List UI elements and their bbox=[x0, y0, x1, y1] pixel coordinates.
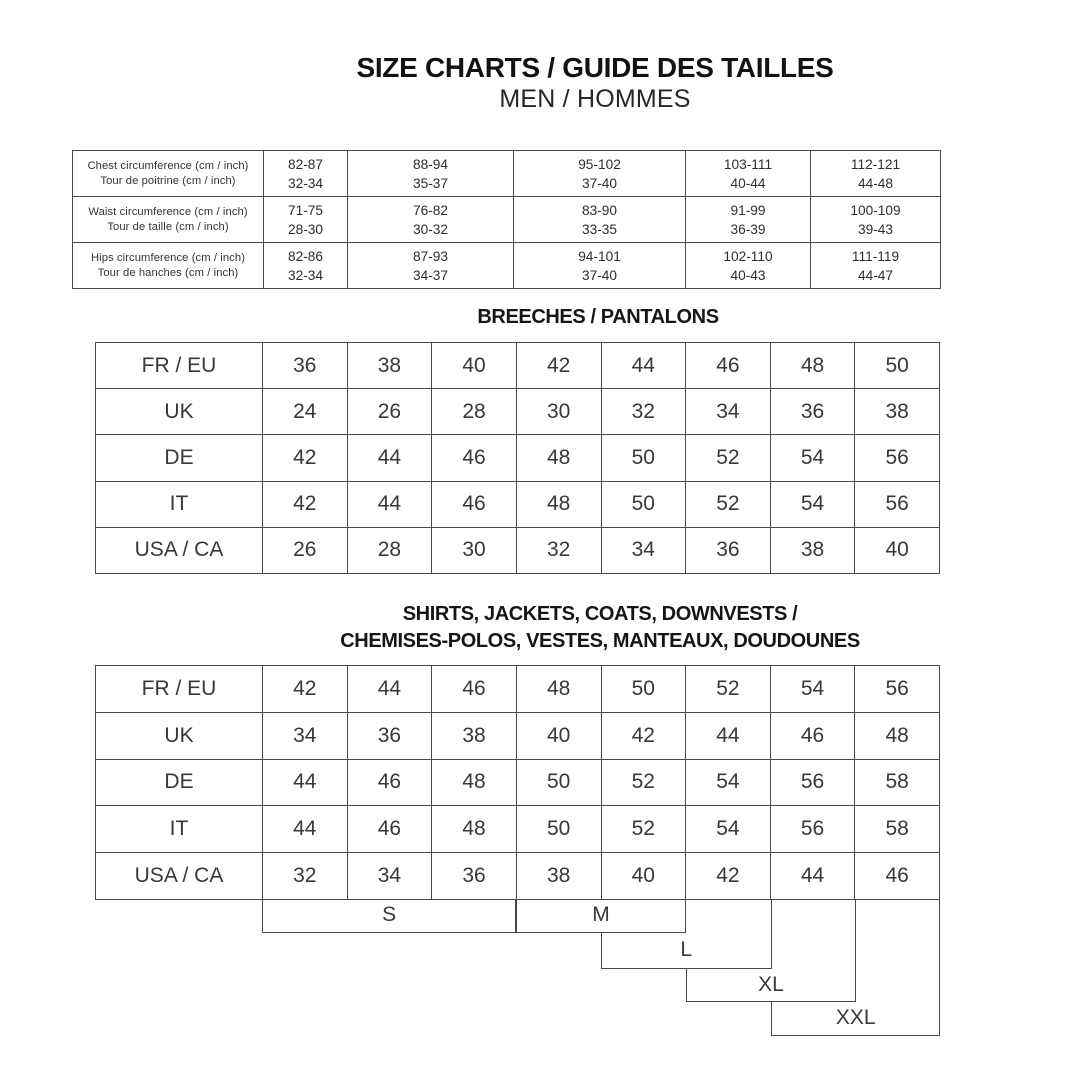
size-value-cell: 32 bbox=[263, 853, 348, 900]
value-cm: 71-75 bbox=[287, 202, 323, 218]
size-value-cell: 48 bbox=[432, 759, 517, 806]
size-group-label: L bbox=[680, 938, 693, 961]
size-value-cell: 46 bbox=[347, 759, 432, 806]
size-value-cell: 52 bbox=[601, 806, 686, 853]
value-inch: 28-30 bbox=[287, 221, 323, 237]
size-group-box-xxl bbox=[771, 1002, 941, 1036]
size-value-cell: 52 bbox=[686, 481, 771, 527]
size-value-cell: 56 bbox=[855, 435, 940, 481]
size-value-cell: 54 bbox=[770, 666, 855, 713]
measurement-value-cell bbox=[348, 197, 514, 243]
size-value-cell: 30 bbox=[432, 527, 517, 573]
size-value-cell: 42 bbox=[686, 853, 771, 900]
measurement-label-en: Waist circumference (cm / inch) bbox=[88, 205, 248, 218]
size-value-cell: 54 bbox=[686, 806, 771, 853]
measurement-value-cell bbox=[811, 151, 941, 197]
value-inch: 44-48 bbox=[857, 175, 893, 191]
measurement-value-cell bbox=[686, 151, 811, 197]
measurement-value-cell bbox=[264, 197, 348, 243]
measurement-value-cell bbox=[264, 243, 348, 289]
size-value-cell: 48 bbox=[516, 481, 601, 527]
value-cm: 100-109 bbox=[850, 202, 901, 218]
size-value-cell: 52 bbox=[601, 759, 686, 806]
value-cm: 111-119 bbox=[851, 248, 900, 264]
size-row bbox=[96, 481, 940, 527]
region-label-cell: IT bbox=[96, 481, 263, 527]
region-label-cell: UK bbox=[96, 712, 263, 759]
size-value-cell: 40 bbox=[432, 343, 517, 389]
region-label-cell: USA / CA bbox=[96, 853, 263, 900]
size-value-cell: 42 bbox=[516, 343, 601, 389]
measurement-value-cell bbox=[348, 151, 514, 197]
size-value-cell: 50 bbox=[516, 759, 601, 806]
value-cm: 102-110 bbox=[723, 248, 773, 264]
size-value-cell: 42 bbox=[601, 712, 686, 759]
breeches-section-title: BREECHES / PANTALONS bbox=[477, 306, 719, 328]
size-value-cell: 44 bbox=[686, 712, 771, 759]
value-inch: 34-37 bbox=[412, 267, 448, 283]
size-group-right-edge bbox=[939, 899, 940, 1036]
size-value-cell: 54 bbox=[686, 759, 771, 806]
size-value-cell: 50 bbox=[516, 806, 601, 853]
shirts-size-table bbox=[95, 665, 940, 900]
size-value-cell: 46 bbox=[855, 853, 940, 900]
size-value-cell: 38 bbox=[347, 343, 432, 389]
size-group-label: S bbox=[382, 903, 397, 926]
size-value-cell: 44 bbox=[601, 343, 686, 389]
size-value-cell: 42 bbox=[263, 666, 348, 713]
breeches-size-table bbox=[95, 342, 940, 574]
value-cm: 94-101 bbox=[578, 248, 621, 264]
size-row bbox=[96, 666, 940, 713]
size-group-right-edge bbox=[855, 899, 856, 1002]
size-value-cell: 32 bbox=[601, 389, 686, 435]
value-inch: 32-34 bbox=[287, 267, 323, 283]
size-value-cell: 36 bbox=[347, 712, 432, 759]
measurement-value-cell bbox=[348, 243, 514, 289]
measurement-value-cell bbox=[264, 151, 348, 197]
value-cm: 112-121 bbox=[850, 156, 901, 172]
size-value-cell: 36 bbox=[263, 343, 348, 389]
measurement-value-cell bbox=[811, 197, 941, 243]
size-value-cell: 48 bbox=[432, 806, 517, 853]
shirts-title-line1: SHIRTS, JACKETS, COATS, DOWNVESTS / bbox=[402, 603, 798, 625]
value-inch: 40-43 bbox=[730, 267, 766, 283]
value-cm: 103-111 bbox=[723, 156, 773, 172]
size-value-cell: 40 bbox=[601, 853, 686, 900]
region-label-cell: USA / CA bbox=[96, 527, 263, 573]
region-label-cell: DE bbox=[96, 435, 263, 481]
size-value-cell: 38 bbox=[770, 527, 855, 573]
page-title: SIZE CHARTS / GUIDE DES TAILLES bbox=[356, 52, 834, 83]
measurement-label-cell bbox=[73, 151, 264, 197]
value-inch: 40-44 bbox=[730, 175, 766, 191]
size-value-cell: 58 bbox=[855, 759, 940, 806]
size-group-label: M bbox=[592, 903, 610, 926]
size-value-cell: 54 bbox=[770, 481, 855, 527]
region-label-cell: UK bbox=[96, 389, 263, 435]
measurements-table bbox=[72, 150, 941, 289]
size-value-cell: 38 bbox=[432, 712, 517, 759]
measurement-label-fr: Tour de poitrine (cm / inch) bbox=[100, 174, 236, 187]
value-cm: 76-82 bbox=[412, 202, 448, 218]
measurement-label-cell bbox=[73, 243, 264, 289]
page-subtitle: MEN / HOMMES bbox=[499, 85, 691, 113]
size-row bbox=[96, 343, 940, 389]
size-value-cell: 44 bbox=[263, 759, 348, 806]
size-value-cell: 48 bbox=[516, 435, 601, 481]
size-value-cell: 38 bbox=[516, 853, 601, 900]
measurement-label-fr: Tour de hanches (cm / inch) bbox=[97, 266, 239, 279]
value-cm: 95-102 bbox=[578, 156, 621, 172]
size-value-cell: 30 bbox=[516, 389, 601, 435]
measurement-value-cell bbox=[514, 151, 686, 197]
size-group-label: XL bbox=[758, 973, 784, 996]
value-cm: 82-87 bbox=[287, 156, 323, 172]
size-row bbox=[96, 389, 940, 435]
value-inch: 33-35 bbox=[581, 221, 617, 237]
size-value-cell: 48 bbox=[770, 343, 855, 389]
value-inch: 39-43 bbox=[857, 221, 893, 237]
size-value-cell: 48 bbox=[516, 666, 601, 713]
value-inch: 37-40 bbox=[581, 267, 617, 283]
region-label-cell: FR / EU bbox=[96, 666, 263, 713]
size-row bbox=[96, 806, 940, 853]
measurement-value-cell bbox=[514, 197, 686, 243]
size-value-cell: 44 bbox=[263, 806, 348, 853]
size-value-cell: 54 bbox=[770, 435, 855, 481]
size-value-cell: 40 bbox=[516, 712, 601, 759]
size-row bbox=[96, 435, 940, 481]
value-inch: 36-39 bbox=[730, 221, 766, 237]
size-value-cell: 50 bbox=[601, 435, 686, 481]
size-value-cell: 34 bbox=[347, 853, 432, 900]
size-group-label: XXL bbox=[835, 1006, 876, 1029]
size-group-box-m bbox=[516, 899, 686, 933]
size-value-cell: 46 bbox=[432, 481, 517, 527]
region-label-cell: DE bbox=[96, 759, 263, 806]
measurement-label-en: Hips circumference (cm / inch) bbox=[90, 251, 246, 264]
value-inch: 35-37 bbox=[412, 175, 448, 191]
size-value-cell: 36 bbox=[432, 853, 517, 900]
measurement-label-fr: Tour de taille (cm / inch) bbox=[107, 220, 229, 233]
size-value-cell: 38 bbox=[855, 389, 940, 435]
measurement-row bbox=[73, 243, 941, 289]
measurement-label-cell bbox=[73, 197, 264, 243]
size-value-cell: 56 bbox=[770, 806, 855, 853]
size-value-cell: 50 bbox=[855, 343, 940, 389]
measurement-label-en: Chest circumference (cm / inch) bbox=[87, 159, 249, 172]
size-group-diagram bbox=[95, 899, 940, 1044]
measurement-row bbox=[73, 151, 941, 197]
size-value-cell: 52 bbox=[686, 666, 771, 713]
size-value-cell: 44 bbox=[347, 435, 432, 481]
size-value-cell: 44 bbox=[347, 481, 432, 527]
size-value-cell: 46 bbox=[686, 343, 771, 389]
size-value-cell: 42 bbox=[263, 481, 348, 527]
size-row bbox=[96, 853, 940, 900]
size-value-cell: 32 bbox=[516, 527, 601, 573]
shirts-title-line2: CHEMISES-POLOS, VESTES, MANTEAUX, DOUDOUNES bbox=[340, 629, 860, 652]
value-inch: 30-32 bbox=[412, 221, 448, 237]
size-group-box-l bbox=[601, 933, 771, 969]
measurement-value-cell bbox=[686, 243, 811, 289]
size-value-cell: 34 bbox=[601, 527, 686, 573]
size-group-box-s bbox=[262, 899, 516, 933]
size-row bbox=[96, 527, 940, 573]
size-value-cell: 42 bbox=[263, 435, 348, 481]
value-inch: 37-40 bbox=[581, 175, 617, 191]
size-row bbox=[96, 759, 940, 806]
size-value-cell: 48 bbox=[855, 712, 940, 759]
measurement-row bbox=[73, 197, 941, 243]
size-value-cell: 50 bbox=[601, 481, 686, 527]
size-value-cell: 56 bbox=[855, 481, 940, 527]
value-cm: 88-94 bbox=[412, 156, 448, 172]
region-label-cell: IT bbox=[96, 806, 263, 853]
size-value-cell: 26 bbox=[347, 389, 432, 435]
size-value-cell: 58 bbox=[855, 806, 940, 853]
size-value-cell: 36 bbox=[686, 527, 771, 573]
shirts-section-title bbox=[340, 601, 860, 654]
size-value-cell: 52 bbox=[686, 435, 771, 481]
size-value-cell: 26 bbox=[263, 527, 348, 573]
size-value-cell: 56 bbox=[770, 759, 855, 806]
size-value-cell: 28 bbox=[347, 527, 432, 573]
value-cm: 91-99 bbox=[730, 202, 766, 218]
region-label-cell: FR / EU bbox=[96, 343, 263, 389]
value-cm: 83-90 bbox=[581, 202, 617, 218]
size-value-cell: 50 bbox=[601, 666, 686, 713]
measurement-value-cell bbox=[811, 243, 941, 289]
size-group-box-xl bbox=[686, 969, 856, 1002]
measurement-value-cell bbox=[686, 197, 811, 243]
size-value-cell: 44 bbox=[770, 853, 855, 900]
value-inch: 44-47 bbox=[857, 267, 893, 283]
size-group-right-edge bbox=[771, 899, 772, 969]
size-value-cell: 46 bbox=[347, 806, 432, 853]
size-value-cell: 36 bbox=[770, 389, 855, 435]
size-row bbox=[96, 712, 940, 759]
size-value-cell: 34 bbox=[686, 389, 771, 435]
size-value-cell: 46 bbox=[432, 666, 517, 713]
size-value-cell: 56 bbox=[855, 666, 940, 713]
value-inch: 32-34 bbox=[287, 175, 323, 191]
size-value-cell: 28 bbox=[432, 389, 517, 435]
size-value-cell: 44 bbox=[347, 666, 432, 713]
value-cm: 82-86 bbox=[287, 248, 323, 264]
size-value-cell: 40 bbox=[855, 527, 940, 573]
measurement-value-cell bbox=[514, 243, 686, 289]
size-value-cell: 46 bbox=[432, 435, 517, 481]
size-value-cell: 24 bbox=[263, 389, 348, 435]
size-value-cell: 46 bbox=[770, 712, 855, 759]
value-cm: 87-93 bbox=[412, 248, 448, 264]
size-value-cell: 34 bbox=[263, 712, 348, 759]
